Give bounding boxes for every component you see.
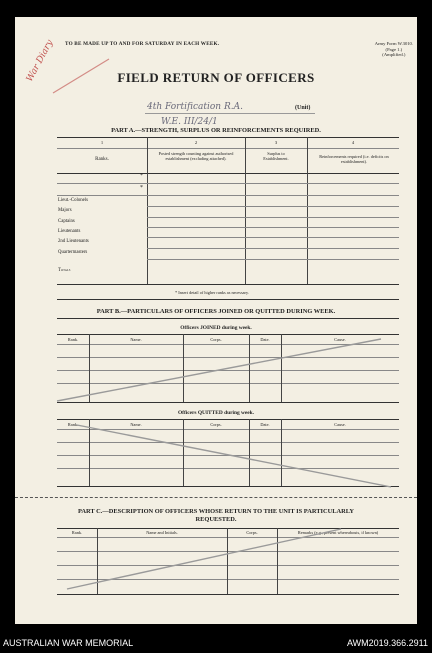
archive-accession-number: AWM2019.366.2911 <box>346 638 428 648</box>
col-header-reinforcements: Reinforcements required (i.e. deficits on establishment). <box>319 154 389 165</box>
joined-col-date: Date. <box>260 337 270 342</box>
archive-credit: AUSTRALIAN WAR MEMORIAL <box>3 638 134 648</box>
col-number-4: 4 <box>351 140 355 145</box>
quitted-top-rule <box>57 419 399 420</box>
part-b-heading: PART B.—PARTICULARS OF OFFICERS JOINED OR QUITTED DURING WEEK. <box>96 308 336 315</box>
form-title: FIELD RETURN OF OFFICERS <box>117 70 315 85</box>
row-rule-qm <box>147 259 399 260</box>
rank-majors: Majors <box>58 208 72 213</box>
joined-col-name: Name. <box>130 337 142 342</box>
unit-label: (Unit) <box>295 105 311 111</box>
row-rule-6 <box>147 237 399 238</box>
joined-col-cause: Cause. <box>334 337 346 342</box>
joined-cancel-stroke <box>55 335 385 405</box>
joined-col-corps: Corps. <box>210 337 222 342</box>
part-a-header-rule <box>57 173 399 174</box>
col-number-rule <box>57 148 399 149</box>
form-page: (Page 1.) <box>385 46 403 52</box>
part-a-vline-3 <box>307 137 308 285</box>
col-header-posted: Posted strength counting against authorised establishment (excluding attached). <box>158 151 234 162</box>
rank-quartermasters: Quartermasters <box>58 250 88 255</box>
unit-underline <box>145 113 315 114</box>
part-c-col-remarks: Remarks (e.g., present whereabouts, if known) <box>297 530 379 535</box>
col-number-2: 2 <box>194 140 198 145</box>
col-number-3: 3 <box>274 140 278 145</box>
quitted-col-rank: Rank. <box>67 422 79 427</box>
quitted-col-corps: Corps. <box>210 422 222 427</box>
joined-col-rank: Rank. <box>67 337 79 342</box>
form-sheet <box>15 17 417 624</box>
section-divider-1 <box>57 299 399 300</box>
row-rule-4 <box>147 217 399 218</box>
form-number: Army Form W.3010. <box>374 41 413 46</box>
part-c-cancel-stroke <box>65 525 345 595</box>
rank-lieutenants: Lieutenants <box>58 229 81 234</box>
rank-2nd-lieutenants: 2nd Lieutenants <box>58 239 89 244</box>
col-header-surplus: Surplus to Establishment. <box>263 151 289 162</box>
part-a-heading: PART A.—STRENGTH, SURPLUS OR REINFORCEMENTS REQUIRED. <box>111 127 321 134</box>
perforation-line <box>15 497 417 498</box>
form-reference <box>375 41 413 58</box>
rank-captains: Captains <box>58 219 75 224</box>
row-rule-1 <box>57 183 399 184</box>
unit-handwriting: 4th Fortification R.A. <box>147 102 243 112</box>
rank-totals: Totals <box>58 268 71 273</box>
asterisk-row-2: * <box>140 185 143 191</box>
part-c-col-rank: Rank. <box>71 530 83 535</box>
quitted-col-cause: Cause. <box>334 422 346 427</box>
row-rule-7 <box>147 248 399 249</box>
row-rule-2 <box>57 195 399 196</box>
quitted-col-date: Date. <box>260 422 270 427</box>
part-a-vline-2 <box>245 137 246 285</box>
form-amplified: (Amplified.) <box>382 52 406 58</box>
joined-title: Officers JOINED during week. <box>180 325 252 331</box>
reference-handwriting: W.E. III/24/1 <box>161 117 218 127</box>
part-b-top-rule <box>57 318 399 319</box>
submission-instruction: TO BE MADE UP TO AND FOR SATURDAY IN EACH WEEK. <box>65 41 220 47</box>
part-a-vline-1 <box>147 137 148 285</box>
row-rule-5 <box>147 227 399 228</box>
part-a-bottom-rule <box>57 284 399 285</box>
war-diary-stamp: War Diary <box>25 38 56 84</box>
quitted-col-name: Name. <box>130 422 142 427</box>
row-rule-3 <box>147 206 399 207</box>
asterisk-row-1: * <box>140 173 143 179</box>
part-a-footnote: * Insert detail of higher ranks as necessary. <box>175 290 249 295</box>
part-c-col-corps: Corps. <box>246 530 258 535</box>
part-c-col-name: Name and Initials. <box>146 530 178 535</box>
quitted-cancel-stroke <box>75 421 395 491</box>
part-c-heading: PART C.—DESCRIPTION OF OFFICERS WHOSE RETURN TO THE UNIT IS PARTICULARLY REQUESTED. <box>77 508 354 524</box>
quitted-title: Officers QUITTED during week. <box>177 410 255 416</box>
col-header-ranks: Ranks. <box>95 157 109 162</box>
rank-lieut-colonels: Lieut.-Colonels <box>58 198 88 203</box>
part-a-top-rule <box>57 137 399 138</box>
col-number-1: 1 <box>100 140 104 145</box>
